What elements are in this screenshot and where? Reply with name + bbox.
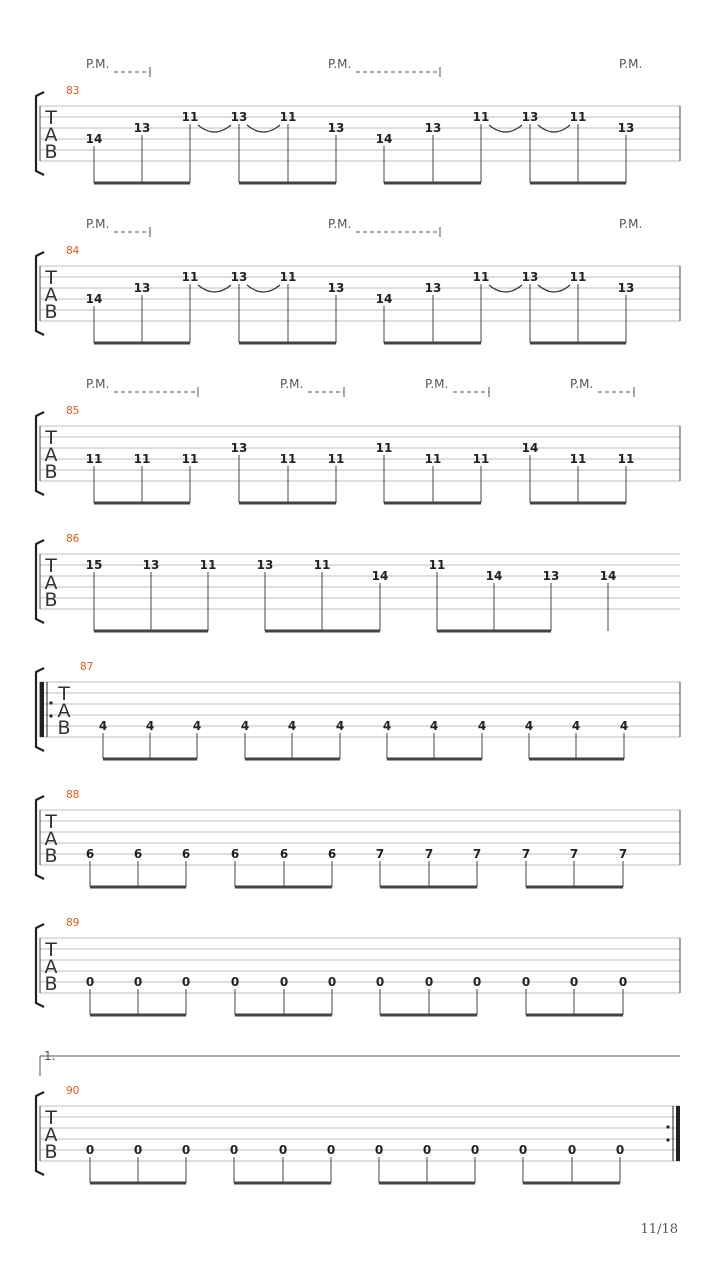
fret-number: 13: [256, 558, 274, 572]
fret-number: 13: [230, 270, 248, 284]
fret-number: 0: [85, 1143, 95, 1157]
fret-number: 13: [617, 281, 635, 295]
fret-number: 4: [145, 719, 155, 733]
tab-clef-letter: A: [57, 700, 71, 722]
fret-number: 0: [327, 975, 337, 989]
fret-number: 0: [133, 1143, 143, 1157]
palm-mute-label: P.M.: [328, 57, 352, 71]
fret-number: 14: [375, 292, 393, 306]
fret-number: 4: [98, 719, 108, 733]
fret-number: 4: [192, 719, 202, 733]
note-beam: [239, 182, 336, 185]
tab-clef-letter: A: [44, 444, 58, 466]
note-beam: [380, 886, 477, 889]
fret-number: 4: [382, 719, 392, 733]
fret-number: 15: [85, 558, 103, 572]
fret-number: 0: [133, 975, 143, 989]
note-beam: [530, 502, 626, 505]
tab-clef-letter: T: [45, 107, 57, 129]
fret-number: 0: [424, 975, 434, 989]
fret-number: 14: [85, 132, 103, 146]
measure-number: 90: [66, 1085, 80, 1097]
fret-number: 13: [230, 441, 248, 455]
fret-number: 0: [569, 975, 579, 989]
fret-number: 14: [85, 292, 103, 306]
palm-mute-label: P.M.: [86, 217, 110, 231]
fret-number: 13: [424, 121, 442, 135]
tab-clef-letter: T: [45, 427, 57, 449]
fret-number: 14: [485, 569, 503, 583]
measure-number: 85: [66, 405, 80, 417]
fret-number: 7: [375, 847, 385, 861]
tab-clef-letter: B: [44, 973, 58, 995]
fret-number: 11: [85, 452, 103, 466]
fret-number: 0: [326, 1143, 336, 1157]
note-beam: [379, 1182, 475, 1185]
fret-number: 11: [569, 270, 587, 284]
tab-clef-letter: B: [44, 589, 58, 611]
tab-clef-letter: T: [45, 939, 57, 961]
repeat-dot: [49, 701, 52, 704]
note-beam: [384, 502, 481, 505]
tab-clef-letter: B: [44, 301, 58, 323]
note-beam: [90, 886, 186, 889]
fret-number: 11: [199, 558, 217, 572]
note-beam: [94, 630, 208, 633]
measure-number: 89: [66, 917, 80, 929]
fret-number: 0: [279, 975, 289, 989]
palm-mute-label: P.M.: [86, 377, 110, 391]
tab-clef-letter: A: [44, 828, 58, 850]
fret-number: 0: [618, 975, 628, 989]
fret-number: 11: [279, 270, 297, 284]
note-beam: [380, 1014, 477, 1017]
tab-clef-letter: A: [44, 1124, 58, 1146]
tab-clef-letter: T: [45, 555, 57, 577]
fret-number: 6: [133, 847, 143, 861]
fret-number: 11: [472, 270, 490, 284]
fret-number: 13: [424, 281, 442, 295]
measure-number: 87: [80, 661, 94, 673]
fret-number: 4: [240, 719, 250, 733]
fret-number: 11: [133, 452, 151, 466]
tab-clef-letter: T: [58, 683, 70, 705]
fret-number: 6: [327, 847, 337, 861]
fret-number: 14: [375, 132, 393, 146]
note-beam: [234, 1182, 331, 1185]
note-beam: [245, 758, 340, 761]
palm-mute-label: P.M.: [619, 57, 643, 71]
tab-clef-letter: A: [44, 572, 58, 594]
fret-number: 4: [429, 719, 439, 733]
palm-mute-label: P.M.: [619, 217, 643, 231]
note-beam: [94, 182, 190, 185]
fret-number: 4: [619, 719, 629, 733]
fret-number: 11: [428, 558, 446, 572]
measure-number: 86: [66, 533, 80, 545]
fret-number: 0: [229, 1143, 239, 1157]
fret-number: 4: [287, 719, 297, 733]
note-beam: [530, 182, 626, 185]
note-beam: [384, 182, 481, 185]
note-beam: [523, 1182, 620, 1185]
fret-number: 13: [142, 558, 160, 572]
fret-number: 0: [374, 1143, 384, 1157]
fret-number: 4: [571, 719, 581, 733]
fret-number: 13: [617, 121, 635, 135]
fret-number: 0: [518, 1143, 528, 1157]
tab-clef-letter: B: [44, 141, 58, 163]
fret-number: 7: [569, 847, 579, 861]
fret-number: 11: [617, 452, 635, 466]
palm-mute-label: P.M.: [328, 217, 352, 231]
tab-clef-letter: A: [44, 124, 58, 146]
palm-mute-label: P.M.: [425, 377, 449, 391]
fret-number: 11: [279, 110, 297, 124]
fret-number: 13: [230, 110, 248, 124]
fret-number: 13: [327, 281, 345, 295]
volta-label: 1.: [44, 1049, 56, 1063]
fret-number: 0: [521, 975, 531, 989]
repeat-dot: [666, 1138, 669, 1141]
fret-number: 0: [422, 1143, 432, 1157]
tab-clef-letter: A: [44, 956, 58, 978]
repeat-start-thick-bar: [40, 682, 44, 737]
measure-number: 88: [66, 789, 80, 801]
fret-number: 11: [181, 452, 199, 466]
note-beam: [437, 630, 551, 633]
fret-number: 11: [472, 110, 490, 124]
tab-clef-letter: A: [44, 284, 58, 306]
fret-number: 13: [521, 110, 539, 124]
repeat-dot: [666, 1125, 669, 1128]
note-beam: [90, 1182, 186, 1185]
measure-number: 84: [66, 245, 80, 257]
fret-number: 11: [569, 452, 587, 466]
fret-number: 7: [521, 847, 531, 861]
fret-number: 7: [424, 847, 434, 861]
fret-number: 11: [424, 452, 442, 466]
fret-number: 6: [181, 847, 191, 861]
tab-clef-letter: B: [44, 461, 58, 483]
page-number: 11/18: [640, 1222, 678, 1237]
tab-clef-letter: T: [45, 1107, 57, 1129]
palm-mute-label: P.M.: [280, 377, 304, 391]
measure-number: 83: [66, 85, 80, 97]
repeat-end-thick-bar: [676, 1106, 680, 1161]
palm-mute-label: P.M.: [570, 377, 594, 391]
fret-number: 4: [477, 719, 487, 733]
tab-clef-letter: B: [44, 1141, 58, 1163]
note-beam: [94, 502, 190, 505]
fret-number: 0: [181, 1143, 191, 1157]
palm-mute-label: P.M.: [86, 57, 110, 71]
note-beam: [94, 342, 190, 345]
note-beam: [529, 758, 624, 761]
fret-number: 0: [470, 1143, 480, 1157]
fret-number: 4: [524, 719, 534, 733]
fret-number: 11: [181, 110, 199, 124]
fret-number: 0: [230, 975, 240, 989]
fret-number: 0: [567, 1143, 577, 1157]
note-beam: [526, 1014, 623, 1017]
fret-number: 13: [542, 569, 560, 583]
note-beam: [530, 342, 626, 345]
fret-number: 11: [279, 452, 297, 466]
fret-number: 0: [472, 975, 482, 989]
fret-number: 13: [133, 281, 151, 295]
fret-number: 0: [375, 975, 385, 989]
note-beam: [90, 1014, 186, 1017]
fret-number: 4: [335, 719, 345, 733]
tab-clef-letter: B: [44, 845, 58, 867]
fret-number: 6: [85, 847, 95, 861]
fret-number: 0: [85, 975, 95, 989]
fret-number: 11: [375, 441, 393, 455]
tab-clef-letter: B: [57, 717, 71, 739]
note-beam: [235, 886, 332, 889]
fret-number: 0: [278, 1143, 288, 1157]
fret-number: 11: [327, 452, 345, 466]
fret-number: 11: [181, 270, 199, 284]
note-beam: [235, 1014, 332, 1017]
note-beam: [103, 758, 197, 761]
fret-number: 0: [181, 975, 191, 989]
note-beam: [265, 630, 380, 633]
repeat-dot: [49, 714, 52, 717]
fret-number: 6: [279, 847, 289, 861]
fret-number: 7: [618, 847, 628, 861]
note-beam: [384, 342, 481, 345]
tab-clef-letter: T: [45, 811, 57, 833]
note-beam: [387, 758, 482, 761]
fret-number: 14: [521, 441, 539, 455]
fret-number: 11: [472, 452, 490, 466]
fret-number: 11: [569, 110, 587, 124]
fret-number: 13: [521, 270, 539, 284]
fret-number: 6: [230, 847, 240, 861]
fret-number: 14: [599, 569, 617, 583]
fret-number: 14: [371, 569, 389, 583]
fret-number: 13: [327, 121, 345, 135]
note-beam: [526, 886, 623, 889]
note-beam: [239, 502, 336, 505]
tab-clef-letter: T: [45, 267, 57, 289]
fret-number: 7: [472, 847, 482, 861]
fret-number: 11: [313, 558, 331, 572]
note-beam: [239, 342, 336, 345]
fret-number: 0: [615, 1143, 625, 1157]
fret-number: 13: [133, 121, 151, 135]
